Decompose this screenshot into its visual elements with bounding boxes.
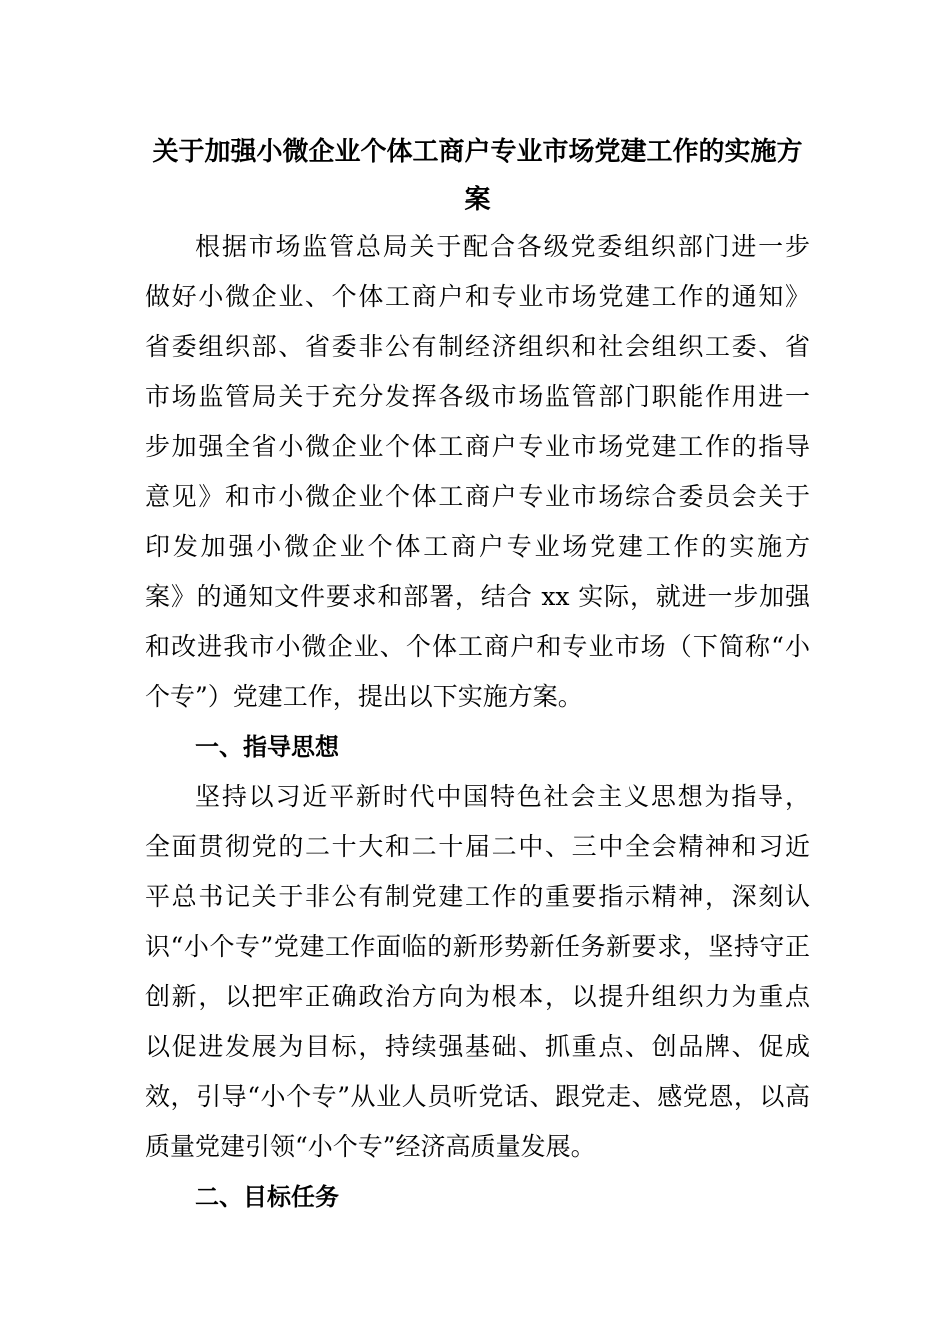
intro-line-9: 和改进我市小微企业、个体工商户和专业市场（下简称“小 (145, 632, 810, 661)
section-heading-goals-tasks: 二、目标任务 (195, 1183, 339, 1211)
intro-line-7: 印发加强小微企业个体工商户专业场党建工作的实施方 (145, 532, 810, 561)
intro-line-1: 根据市场监管总局关于配合各级党委组织部门进一步 (195, 232, 810, 261)
intro-line-6: 意见》和市小微企业个体工商户专业市场综合委员会关于 (145, 482, 810, 511)
section1-line-7: 效，引导“小个专”从业人员听党话、跟党走、感党恩，以高 (145, 1082, 810, 1111)
intro-line-4: 市场监管局关于充分发挥各级市场监管部门职能作用进一 (145, 382, 810, 411)
section1-line-3: 平总书记关于非公有制党建工作的重要指示精神，深刻认 (145, 882, 810, 911)
intro-line-2: 做好小微企业、个体工商户和专业市场党建工作的通知》 (145, 282, 810, 311)
intro-line-3: 省委组织部、省委非公有制经济组织和社会组织工委、省 (145, 332, 810, 361)
section1-line-1: 坚持以习近平新时代中国特色社会主义思想为指导， (195, 782, 810, 811)
section1-line-6: 以促进发展为目标，持续强基础、抓重点、创品牌、促成 (145, 1032, 810, 1061)
section1-line-8: 质量党建引领“小个专”经济高质量发展。 (145, 1132, 596, 1161)
document-title: 关于加强小微企业个体工商户专业市场党建工作的实施方案 (152, 137, 803, 215)
intro-line-5: 步加强全省小微企业个体工商户专业市场党建工作的指导 (145, 432, 810, 461)
section-heading-guiding-ideology: 一、指导思想 (195, 733, 339, 761)
intro-line-10: 个专”）党建工作，提出以下实施方案。 (145, 682, 583, 711)
section1-line-5: 创新，以把牢正确政治方向为根本，以提升组织力为重点 (145, 982, 810, 1011)
intro-line-8: 案》的通知文件要求和部署，结合 xx 实际，就进一步加强 (145, 582, 810, 611)
section1-line-4: 识“小个专”党建工作面临的新形势新任务新要求，坚持守正 (145, 932, 810, 961)
section1-line-2: 全面贯彻党的二十大和二十届二中、三中全会精神和习近 (145, 832, 810, 861)
